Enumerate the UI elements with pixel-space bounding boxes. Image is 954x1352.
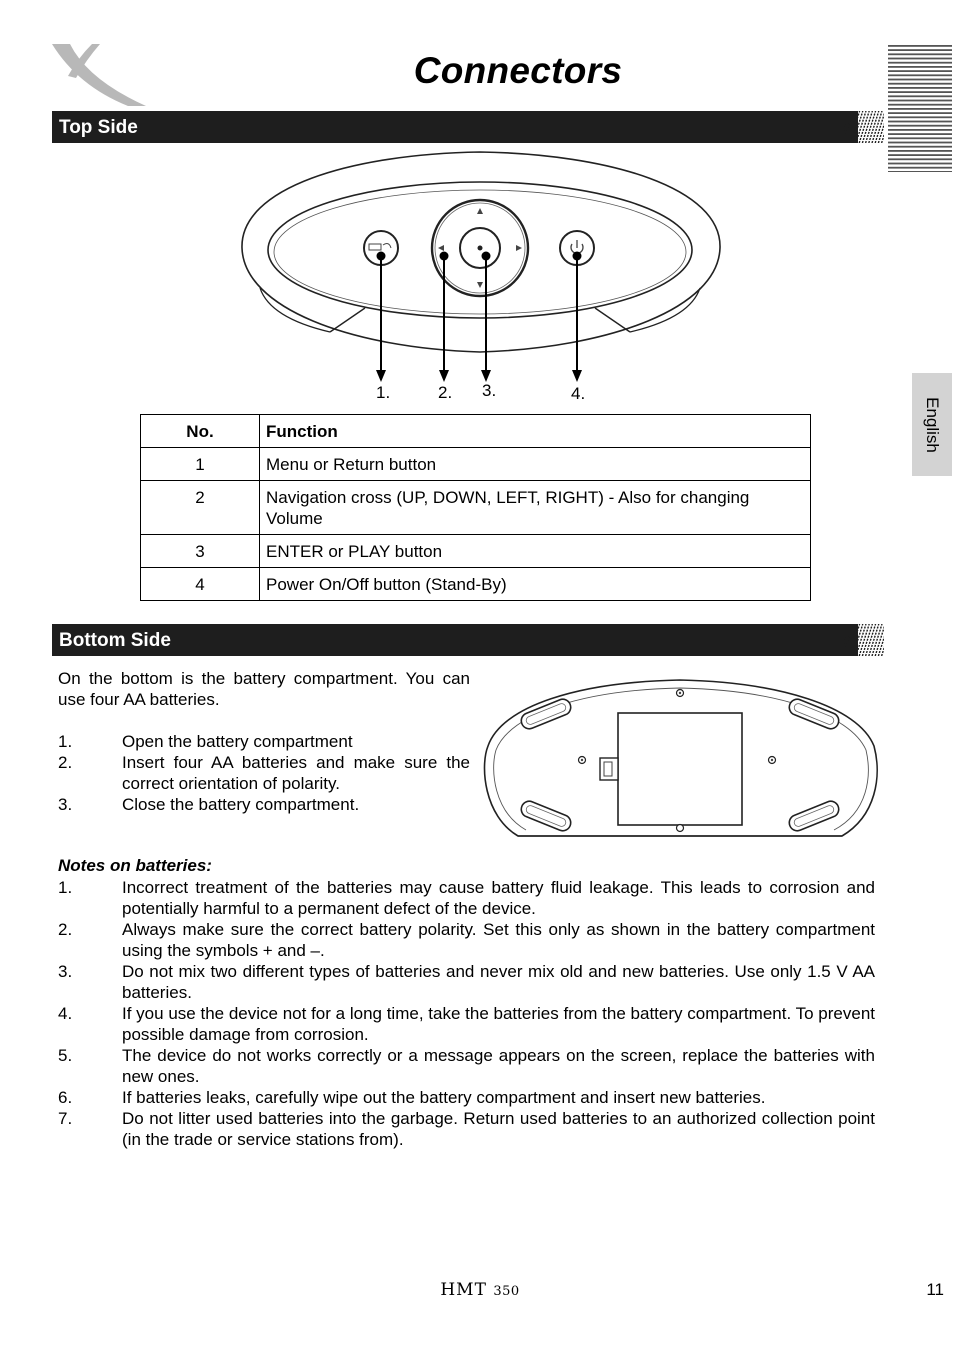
callout-label-4: 4. [571,384,586,403]
list-item [58,752,470,794]
list-item [58,877,875,919]
callout-label-1: 1. [376,383,391,402]
list-item-number: 3. [58,795,73,814]
table-cell-function: ENTER or PLAY button [260,535,811,568]
x-brand-logo-icon [48,40,148,110]
footer-model-number: 350 [493,1284,520,1299]
table-cell-function: Navigation cross (UP, DOWN, LEFT, RIGHT) - Also for changing Volume [260,481,811,535]
table-row [141,535,811,568]
table-cell-no: 3 [141,535,260,568]
bottom-side-intro: On the bottom is the battery compartment. You can use four AA batteries. [58,669,470,709]
table-cell-no: 4 [141,568,260,601]
list-item-number: 4. [58,1004,73,1023]
list-item [58,794,470,815]
section-heading-top-side [52,111,858,143]
list-item-number: 7. [58,1109,73,1128]
page-title: Connectors [413,50,623,91]
list-item-text: Do not litter used batteries into the garbage. Return used batteries to an authorized collection point (in the trade or service stations from). [122,1109,875,1149]
section-heading-bottom-side [52,624,858,656]
battery-steps-list [58,731,470,815]
list-item-text: Incorrect treatment of the batteries may cause battery fluid leakage. This leads to corrosion and potentially harmful to a permanent defect of the device. [122,878,875,918]
top-side-diagram [230,148,730,408]
notes-heading: Notes on batteries: [58,856,212,875]
callout-label-3: 3. [482,381,497,400]
list-item-text: Do not mix two different types of batteries and never mix old and new batteries. Use only 1.5 V AA batteries. [122,962,875,1002]
list-item-number: 2. [58,920,73,939]
list-item-number: 1. [58,732,73,751]
language-tab [912,373,952,476]
page-number: 11 [926,1280,944,1299]
table-row [141,481,811,535]
decorative-stripes [888,44,952,172]
list-item [58,1003,875,1045]
list-item-number: 2. [58,753,73,772]
list-item-number: 3. [58,962,73,981]
battery-notes-list [58,877,875,1150]
table-cell-function: Power On/Off button (Stand-By) [260,568,811,601]
section-bar-hatch [844,111,884,143]
section-heading-label: Top Side [59,117,138,138]
list-item-text: If you use the device not for a long time, take the batteries from the battery compartment. To prevent possible damage from corrosion. [122,1004,875,1044]
list-item-number: 6. [58,1088,73,1107]
list-item-number: 1. [58,878,73,897]
list-item-text: Close the battery compartment. [122,795,360,814]
list-item-number: 5. [58,1046,73,1065]
list-item-text: If batteries leaks, carefully wipe out the battery compartment and insert new batteries. [122,1088,766,1107]
callout-label-2: 2. [438,383,453,402]
list-item-text: Always make sure the correct battery polarity. Set this only as shown in the battery compartment using the symbols + and –. [122,920,875,960]
footer-model-series: HMT [440,1280,487,1300]
list-item [58,1108,875,1150]
table-cell-no: 2 [141,481,260,535]
bottom-side-diagram [478,676,882,848]
table-cell-no: 1 [141,448,260,481]
column-header-no: No. [141,415,260,448]
column-header-function: Function [260,415,811,448]
list-item [58,1045,875,1087]
list-item [58,919,875,961]
function-table [140,414,811,601]
list-item [58,1087,875,1108]
list-item-text: Open the battery compartment [122,732,353,751]
section-bar-hatch [844,624,884,656]
table-row [141,448,811,481]
footer-model-name [380,1280,580,1300]
list-item [58,731,470,752]
list-item-text: The device do not works correctly or a message appears on the screen, replace the batteries with new ones. [122,1046,875,1086]
table-header-row [141,415,811,448]
section-heading-label: Bottom Side [59,630,171,651]
list-item [58,961,875,1003]
table-cell-function: Menu or Return button [260,448,811,481]
list-item-text: Insert four AA batteries and make sure the correct orientation of polarity. [122,753,470,793]
table-row [141,568,811,601]
language-tab-label: English [923,396,942,453]
